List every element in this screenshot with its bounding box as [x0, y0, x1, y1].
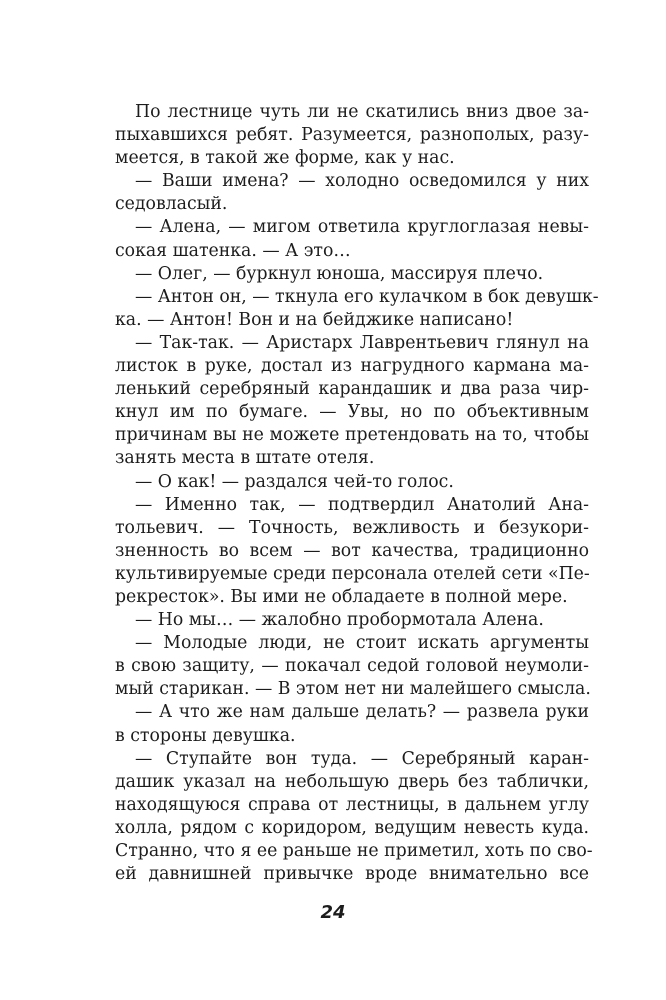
text-line: холла, рядом с коридором, ведущим невесть куда. — [115, 817, 589, 838]
text-line: — Молодые люди, не стоит искать аргументы — [135, 633, 589, 654]
text-line: — Антон он, — ткнула его кулачком в бок девушк- — [135, 286, 599, 307]
text-line: — Так-так. — Аристарх Лаврентьевич глянул на — [135, 332, 589, 353]
text-line: — Олег, — буркнул юноша, массируя плечо. — [135, 263, 544, 284]
text-line: кнул им по бумаге. — Увы, но по объективным — [115, 402, 589, 423]
text-line: находящуюся справа от лестницы, в дальнем углу — [115, 794, 589, 815]
text-line: — Ступайте вон туда. — Серебряный каран- — [135, 748, 589, 769]
text-line: причинам вы не можете претендовать на то, чтобы — [115, 425, 589, 446]
text-line: — Алена, — мигом ответила круглоглазая невы- — [135, 217, 589, 238]
text-line: сокая шатенка. — А это… — [115, 240, 351, 261]
text-line: в стороны девушка. — [115, 725, 296, 746]
text-line: — Именно так, — подтвердил Анатолий Ана- — [135, 494, 589, 515]
text-line: седовласый. — [115, 194, 228, 215]
text-line: листок в руке, достал из нагрудного кармана ма- — [115, 356, 589, 377]
page-number: 24 — [320, 902, 346, 923]
text-line: меется, в такой же форме, как у нас. — [115, 148, 455, 169]
text-line: ленький серебряный карандашик и два раза чир- — [115, 379, 589, 400]
text-line: — А что же нам дальше делать? — развела руки — [135, 702, 589, 723]
text-line: — О как! — раздался чей-то голос. — [135, 471, 454, 492]
text-line: рекресток». Вы ими не обладаете в полной мере. — [115, 586, 568, 607]
text-line: занять места в штате отеля. — [115, 448, 375, 469]
text-line: культивируемые среди персонала отелей сети «Пе- — [115, 563, 590, 584]
text-line: Странно, что я ее раньше не приметил, хоть по сво- — [115, 841, 593, 861]
text-line: зненность во всем — вот качества, традиционно — [115, 540, 589, 561]
text-line: в свою защиту, — покачал седой головой неумоли- — [115, 656, 589, 677]
text-line: тольевич. — Точность, вежливость и безукори- — [115, 517, 589, 538]
text-line: пыхавшихся ребят. Разумеется, разнополых, разу- — [115, 125, 589, 146]
text-line: дашик указал на небольшую дверь без таблички, — [115, 771, 589, 792]
text-line: ка. — Антон! Вон и на бейджике написано! — [115, 309, 514, 330]
text-line: По лестнице чуть ли не скатились вниз двое за- — [135, 102, 589, 122]
body-text — [115, 101, 599, 886]
text-line: ей давнишней привычке вроде внимательно все — [115, 864, 589, 885]
text-line: — Ваши имена? — холодно осведомился у них — [135, 171, 589, 192]
text-line: мый старикан. — В этом нет ни малейшего смысла. — [115, 679, 591, 700]
text-line: — Но мы… — жалобно пробормотала Алена. — [135, 610, 544, 631]
